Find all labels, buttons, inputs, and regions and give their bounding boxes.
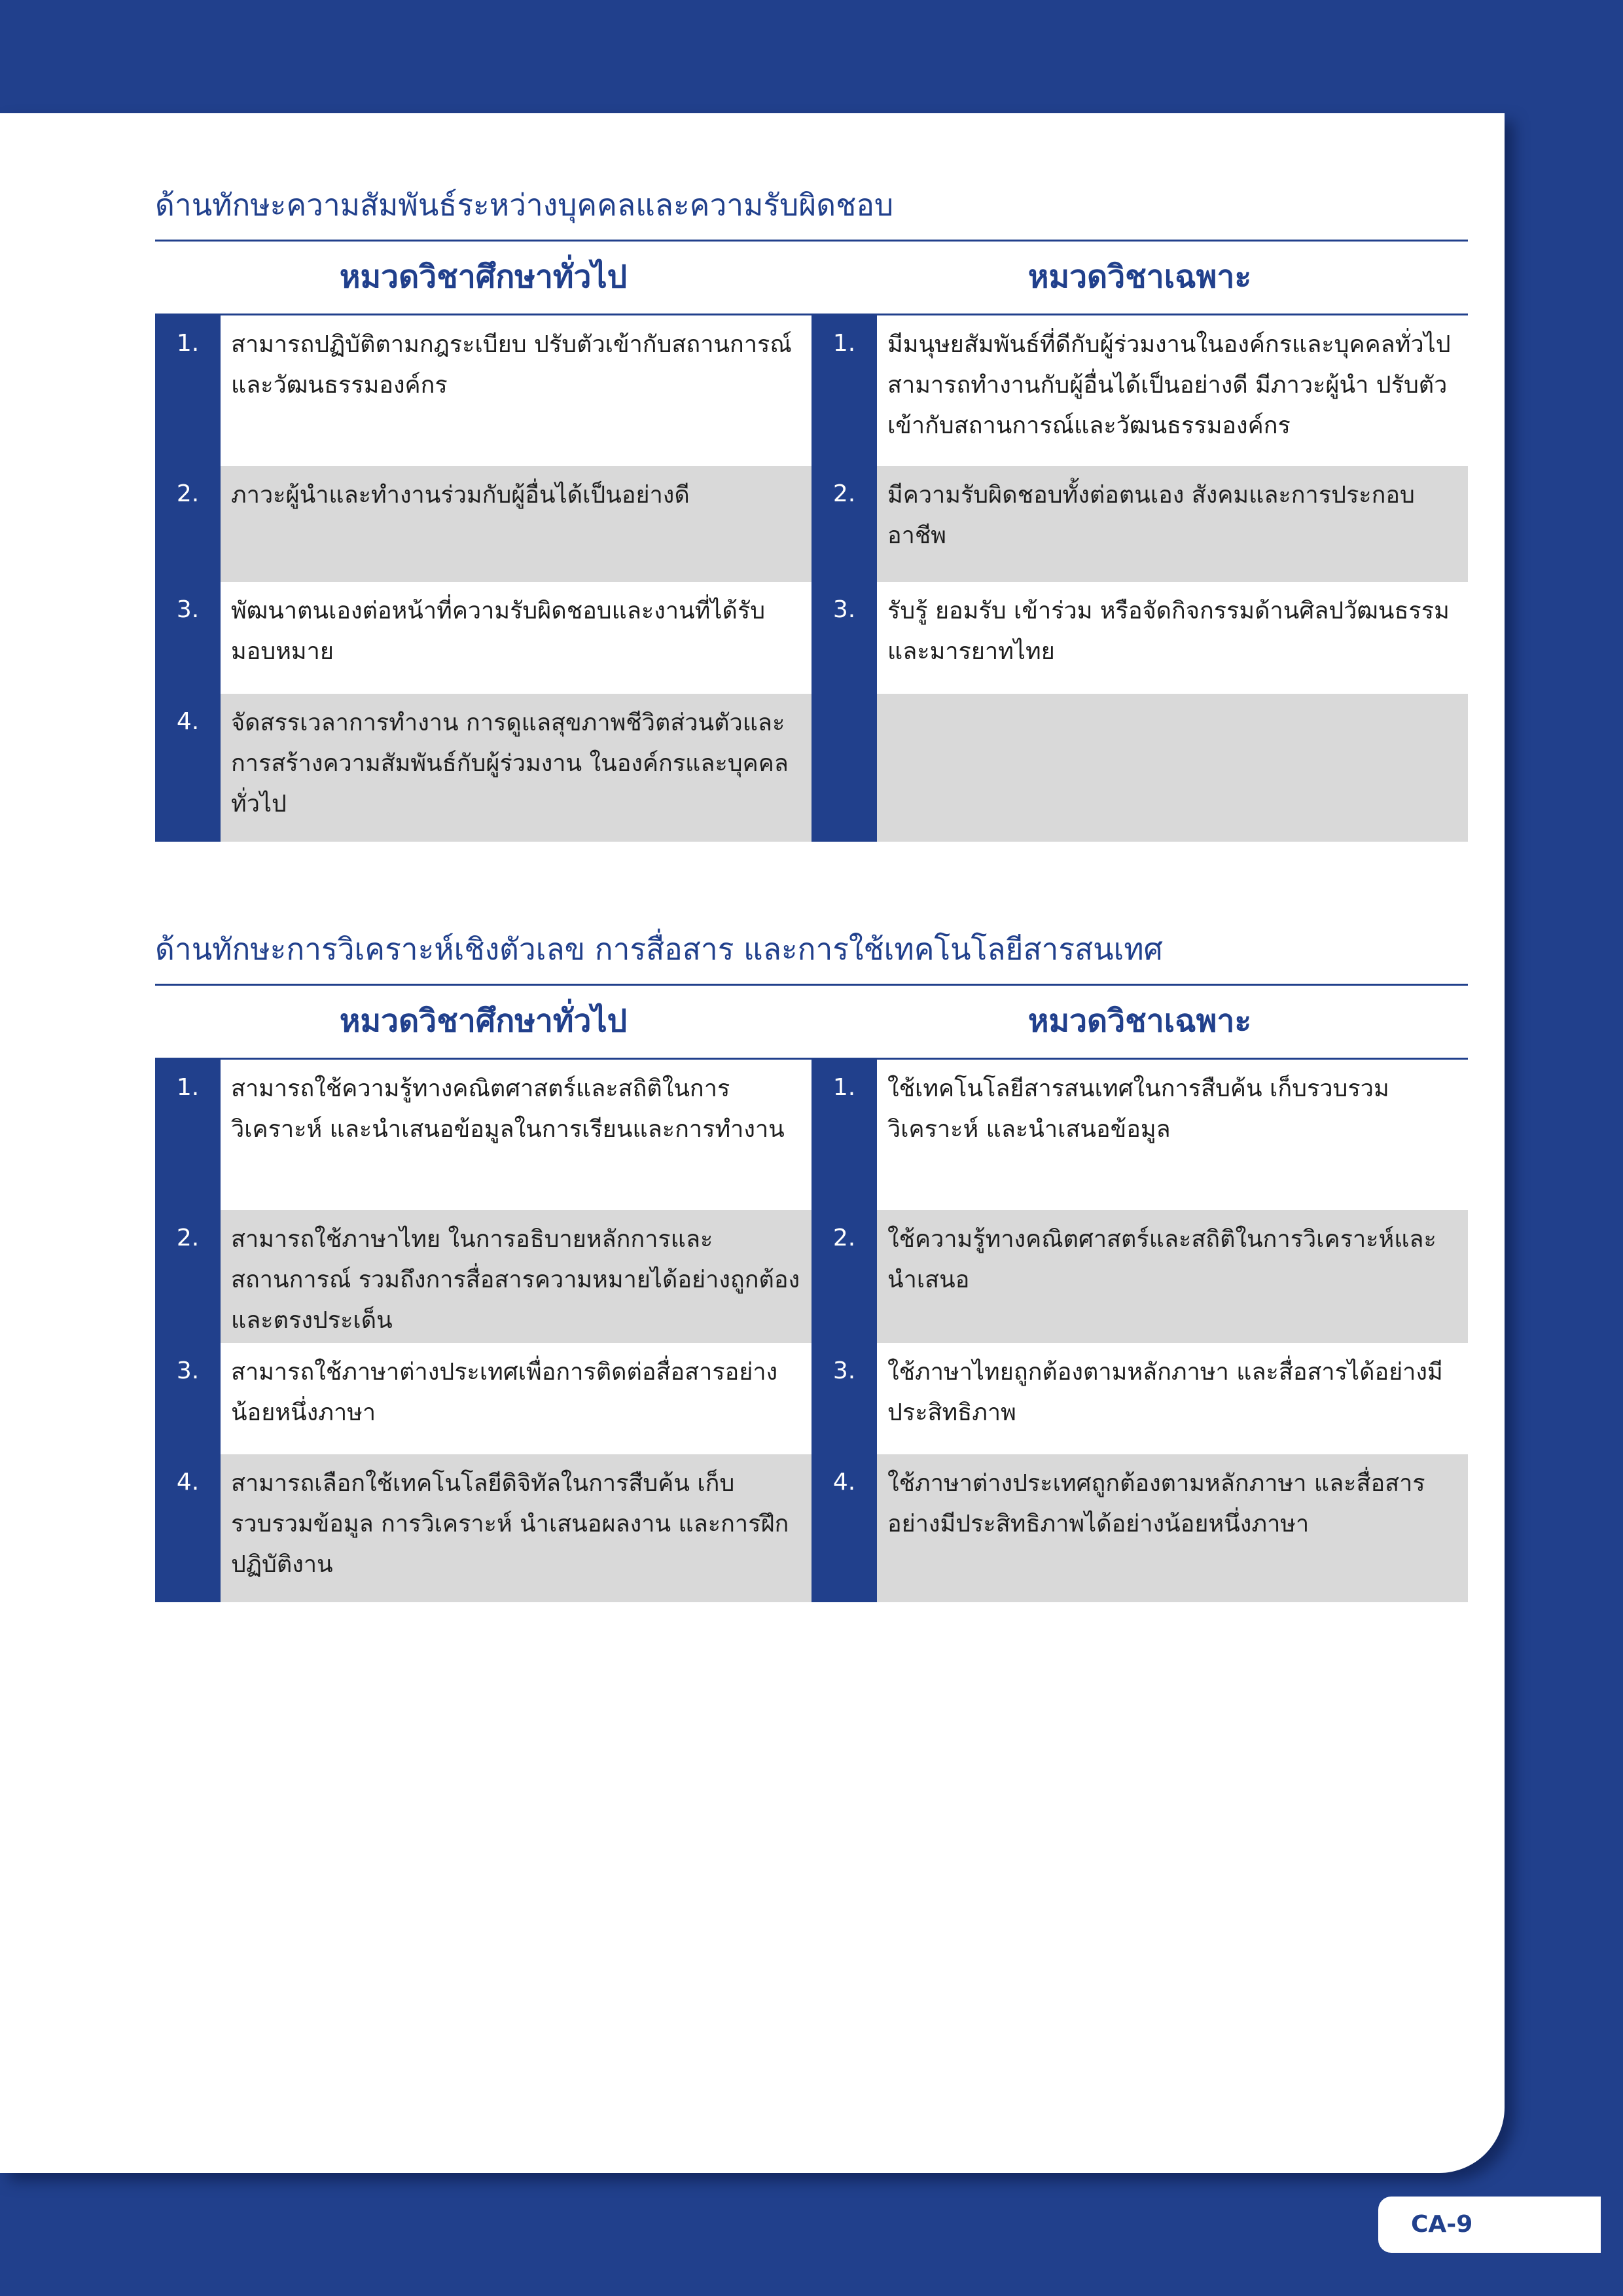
item-number: 3.: [812, 582, 877, 694]
item-number: 2.: [155, 1210, 221, 1343]
item-number: 3.: [155, 582, 221, 694]
item-text: มีมนุษยสัมพันธ์ที่ดีกับผู้ร่วมงานในองค์กรและบุคคลทั่วไป สามารถทำงานกับผู้อื่นได้เป็นอย่างดี มีภาวะผู้นำ ปรับตัวเข้ากับสถานการณ์และวัฒนธรรมองค์กร: [877, 315, 1468, 466]
item-text: พัฒนาตนเองต่อหน้าที่ความรับผิดชอบและงานที่ได้รับมอบหมาย: [221, 582, 812, 694]
table-row: [155, 1454, 1468, 1602]
specific-item: [812, 1343, 1468, 1454]
item-text: [877, 694, 1468, 842]
item-number: 3.: [155, 1343, 221, 1454]
specific-item: [812, 694, 1468, 842]
item-text: รับรู้ ยอมรับ เข้าร่วม หรือจัดกิจกรรมด้านศิลปวัฒนธรรมและมารยาทไทย: [877, 582, 1468, 694]
table-row: [155, 694, 1468, 842]
section-interpersonal-skills: [155, 179, 1468, 842]
col-head-general: หมวดวิชาศึกษาทั่วไป: [339, 259, 628, 295]
section-title: ด้านทักษะความสัมพันธ์ระหว่างบุคคลและความรับผิดชอบ: [155, 179, 1468, 242]
table-row: [155, 582, 1468, 694]
item-number: 3.: [812, 1343, 877, 1454]
specific-item: [812, 466, 1468, 582]
specific-item: [812, 1454, 1468, 1602]
col-head-specific: หมวดวิชาเฉพาะ: [1027, 259, 1252, 295]
item-text: สามารถใช้ภาษาต่างประเทศเพื่อการติดต่อสื่อสารอย่างน้อยหนึ่งภาษา: [221, 1343, 812, 1454]
general-item: [155, 582, 812, 694]
general-item: [155, 694, 812, 842]
specific-item: [812, 1210, 1468, 1343]
specific-item: [812, 315, 1468, 466]
item-text: ใช้เทคโนโลยีสารสนเทศในการสืบค้น เก็บรวบรวมวิเคราะห์ และนำเสนอข้อมูล: [877, 1060, 1468, 1210]
specific-item: [812, 1060, 1468, 1210]
general-item: [155, 1210, 812, 1343]
skills-table: [155, 1060, 1468, 1602]
skills-table: [155, 315, 1468, 842]
general-item: [155, 1060, 812, 1210]
item-number: 2.: [155, 466, 221, 582]
table-row: [155, 1210, 1468, 1343]
item-text: ใช้ภาษาไทยถูกต้องตามหลักภาษา และสื่อสารได้อย่างมีประสิทธิภาพ: [877, 1343, 1468, 1454]
item-text: สามารถใช้ภาษาไทย ในการอธิบายหลักการและสถานการณ์ รวมถึงการสื่อสารความหมายได้อย่างถูกต้องและตรงประเด็น: [221, 1210, 812, 1343]
item-text: มีความรับผิดชอบทั้งต่อตนเอง สังคมและการประกอบอาชีพ: [877, 466, 1468, 582]
page-number: CA-9: [1378, 2197, 1601, 2253]
item-text: ภาวะผู้นำและทำงานร่วมกับผู้อื่นได้เป็นอย่างดี: [221, 466, 812, 582]
general-item: [155, 466, 812, 582]
table-row: [155, 1343, 1468, 1454]
column-headers: [155, 242, 1468, 315]
column-headers: [155, 986, 1468, 1060]
item-number: 4.: [155, 694, 221, 842]
item-number: 2.: [812, 466, 877, 582]
item-number: 1.: [812, 1060, 877, 1210]
general-item: [155, 1343, 812, 1454]
item-text: สามารถใช้ความรู้ทางคณิตศาสตร์และสถิติในการวิเคราะห์ และนำเสนอข้อมูลในการเรียนและการทำงาน: [221, 1060, 812, 1210]
table-row: [155, 315, 1468, 466]
col-head-specific: หมวดวิชาเฉพาะ: [1027, 1003, 1252, 1039]
table-row: [155, 1060, 1468, 1210]
table-row: [155, 466, 1468, 582]
item-text: สามารถเลือกใช้เทคโนโลยีดิจิทัลในการสืบค้น เก็บรวบรวมข้อมูล การวิเคราะห์ นำเสนอผลงาน และการฝึกปฏิบัติงาน: [221, 1454, 812, 1602]
item-text: สามารถปฏิบัติตามกฎระเบียบ ปรับตัวเข้ากับสถานการณ์และวัฒนธรรมองค์กร: [221, 315, 812, 466]
item-text: ใช้ความรู้ทางคณิตศาสตร์และสถิติในการวิเคราะห์และนำเสนอ: [877, 1210, 1468, 1343]
item-number: 1.: [155, 315, 221, 466]
item-number: 4.: [155, 1454, 221, 1602]
general-item: [155, 315, 812, 466]
section-numerical-communication-it-skills: [155, 923, 1468, 1602]
col-head-general: หมวดวิชาศึกษาทั่วไป: [339, 1003, 628, 1039]
section-title: ด้านทักษะการวิเคราะห์เชิงตัวเลข การสื่อสาร และการใช้เทคโนโลยีสารสนเทศ: [155, 923, 1468, 986]
item-number: 2.: [812, 1210, 877, 1343]
item-text: ใช้ภาษาต่างประเทศถูกต้องตามหลักภาษา และสื่อสารอย่างมีประสิทธิภาพได้อย่างน้อยหนึ่งภาษา: [877, 1454, 1468, 1602]
item-text: จัดสรรเวลาการทำงาน การดูแลสุขภาพชีวิตส่วนตัวและการสร้างความสัมพันธ์กับผู้ร่วมงาน ในองค์กรและบุคคลทั่วไป: [221, 694, 812, 842]
item-number: [812, 694, 877, 842]
general-item: [155, 1454, 812, 1602]
item-number: 4.: [812, 1454, 877, 1602]
item-number: 1.: [155, 1060, 221, 1210]
item-number: 1.: [812, 315, 877, 466]
specific-item: [812, 582, 1468, 694]
